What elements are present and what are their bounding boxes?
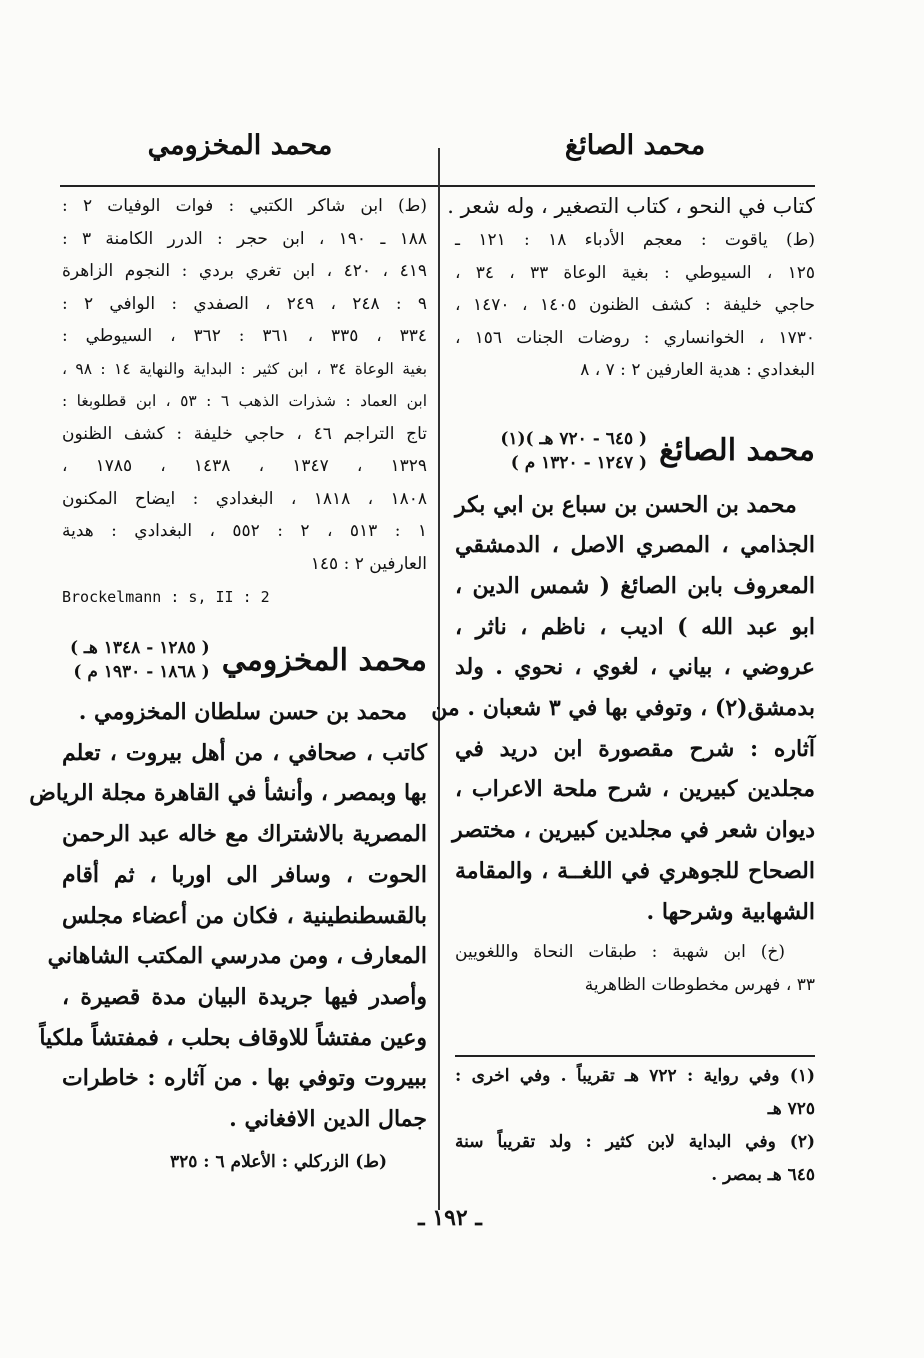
- footnote-line: (١) وفي رواية : ٧٢٢ هـ تقريباً . وفي اخرى :: [455, 1066, 815, 1086]
- body-line: المعارف ، ومن مدرسي المكتب الشاهاني: [47, 943, 427, 970]
- entry-body-makhzumi: [29, 692, 427, 1140]
- reference-line: تاج التراجم ٤٦ ، حاجي خليفة : كشف الظنون: [62, 423, 427, 444]
- body-line: بها وبمصر ، وأنشأ في القاهرة مجلة الرياض: [29, 780, 427, 807]
- reference-line: (خ) ابن شهبة : طبقات النحاة واللغويين: [455, 942, 785, 963]
- entry-name: محمد المخزومي: [221, 642, 427, 678]
- body-line: جمال الدين الافغاني .: [229, 1106, 427, 1133]
- reference-line: (ط) الزركلي : الأعلام ٦ : ٣٢٥: [169, 1151, 387, 1172]
- column-divider: [438, 148, 440, 1210]
- left-references: [62, 190, 427, 580]
- body-line: وعين مفتشاً للاوقاف بحلب ، فمفتشاً ملكياً: [39, 1024, 427, 1051]
- page-number: ـ ١٩٢ ـ: [418, 1205, 482, 1231]
- reference-line: ١ : ٥١٣ ، ٢ : ٥٥٢ ، البغدادي : هدية: [62, 521, 427, 541]
- brockelmann-reference: Brockelmann : s, II : 2: [62, 588, 270, 606]
- hijri-dates: ( ١٢٨٥ - ١٣٤٨ هـ ): [69, 638, 210, 658]
- reference-line: حاجي خليفة : كشف الظنون ١٤٠٥ ، ١٤٧٠ ،: [455, 295, 816, 315]
- body-line: المصرية بالاشتراك مع خاله عبد الرحمن: [62, 821, 427, 848]
- footnote-line: ٧٢٥ هـ: [767, 1099, 815, 1119]
- reference-line: بغية الوعاة ٣٤ ، ابن كثير : البداية والنهاية ١٤ : ٩٨ ،: [62, 359, 428, 378]
- reference-line: ٤١٩ ، ٤٢٠ ، ابن تغري بردي : النجوم الزاهرة: [62, 261, 427, 281]
- body-line: كاتب ، صحافي ، من أهل بيروت ، تعلم: [62, 739, 427, 766]
- entry-references-saigh: [455, 936, 815, 1001]
- reference-line: ١٨٨ ـ ١٩٠ ، ابن حجر : الدرر الكامنة ٣ :: [62, 228, 427, 249]
- reference-line: البغدادي : هدية العارفين ٢ : ٧ ، ٨: [580, 360, 815, 380]
- body-line: بدمشق(٢) ، وتوفي بها في ٣ شعبان . من: [431, 695, 815, 722]
- footnote-line: ٦٤٥ هـ بمصر .: [711, 1165, 815, 1185]
- running-header-right: محمد الصائغ: [564, 130, 706, 161]
- entry-heading-saigh: [455, 427, 815, 475]
- continued-entry-line: كتاب في النحو ، كتاب التصغير ، وله شعر .: [447, 194, 815, 218]
- body-line: آثاره : شرح مقصورة ابن دريد في: [455, 735, 815, 762]
- body-line: الحوت ، وسافر الى اوربا ، ثم أقام: [62, 861, 427, 888]
- body-line: محمد بن الحسن بن سباع بن ابي بكر: [455, 491, 797, 518]
- reference-line: العارفين ٢ : ١٤٥: [310, 553, 427, 574]
- hijri-dates: ( ٦٤٥ - ٧٢٠ هـ )(١): [500, 428, 648, 449]
- reference-line: (ط) ابن شاكر الكتبي : فوات الوفيات ٢ :: [62, 196, 427, 216]
- reference-line: ١٨٠٨ ، ١٨١٨ ، البغدادي : ايضاح المكنون: [62, 488, 427, 509]
- body-line: الصحاح للجوهري في اللغــة ، والمقامة: [455, 857, 815, 884]
- entry-name: محمد الصائغ: [659, 433, 815, 468]
- right-references: [455, 224, 815, 387]
- reference-line: ١٢٥ ، السيوطي : بغية الوعاة ٣٣ ، ٣٤ ،: [455, 262, 815, 283]
- right-column: [431, 188, 816, 1001]
- gregorian-dates: ( ١٢٤٧ - ١٣٢٠ م ): [510, 452, 648, 473]
- reference-line: ابن العماد : شذرات الذهب ٦ : ٥٣ ، ابن قطلوبغا :: [62, 392, 428, 410]
- footnotes: [455, 1060, 815, 1192]
- left-column: [29, 190, 428, 1178]
- reference-line: ٣٣٤ ، ٣٣٥ ، ٣٦١ : ٣٦٢ ، السيوطي :: [62, 326, 427, 346]
- body-line: ديوان شعر في مجلدين كبيرين ، مختصر: [452, 817, 815, 844]
- body-line: المعروف بابن الصائغ ( شمس الدين ،: [455, 572, 815, 599]
- entry-heading-makhzumi: [62, 636, 427, 684]
- body-line: ببيروت وتوفي بها . من آثاره : خاطرات: [62, 1065, 427, 1092]
- entry-body-saigh: [431, 485, 815, 933]
- reference-line: ١٣٢٩ ، ١٣٤٧ ، ١٤٣٨ ، ١٧٨٥ ،: [62, 456, 427, 476]
- body-line: الجذامي ، المصري الاصل ، الدمشقي: [455, 532, 815, 559]
- entry-dates: [500, 427, 647, 475]
- footnote-rule: [455, 1055, 815, 1057]
- body-line: ابو عبد الله ) اديب ، ناظم ، ناثر ،: [455, 613, 815, 640]
- gregorian-dates: ( ١٨٦٨ - ١٩٣٠ م ): [73, 662, 210, 682]
- body-line: الشهابية وشرحها .: [646, 898, 815, 925]
- body-line: بالقسطنطينية ، فكان من أعضاء مجلس: [62, 902, 427, 929]
- footnote-line: (٢) وفي البداية لابن كثير : ولد تقريباً سنة: [455, 1132, 815, 1152]
- body-line: عروضي ، بياني ، لغوي ، نحوي . ولد: [455, 654, 815, 681]
- body-line: محمد بن حسن سلطان المخزومي .: [78, 699, 407, 725]
- reference-line: (ط) ياقوت : معجم الأدباء ١٨ : ١٢١ ـ: [455, 230, 815, 250]
- reference-line: ٩ : ٢٤٨ ، ٢٤٩ ، الصفدي : الوافي ٢ :: [62, 293, 427, 314]
- reference-line: ٣٣ ، فهرس مخطوطات الظاهرية: [584, 974, 815, 995]
- entry-dates: [70, 636, 210, 684]
- reference-line: ١٧٣٠ ، الخوانساري : روضات الجنات ١٥٦ ،: [455, 327, 815, 348]
- running-header-left: محمد المخزومي: [147, 130, 333, 161]
- body-line: وأصدر فيها جريدة البيان مدة قصيرة ،: [62, 983, 427, 1010]
- body-line: مجلدين كبيرين ، شرح ملحة الاعراب ،: [455, 776, 815, 803]
